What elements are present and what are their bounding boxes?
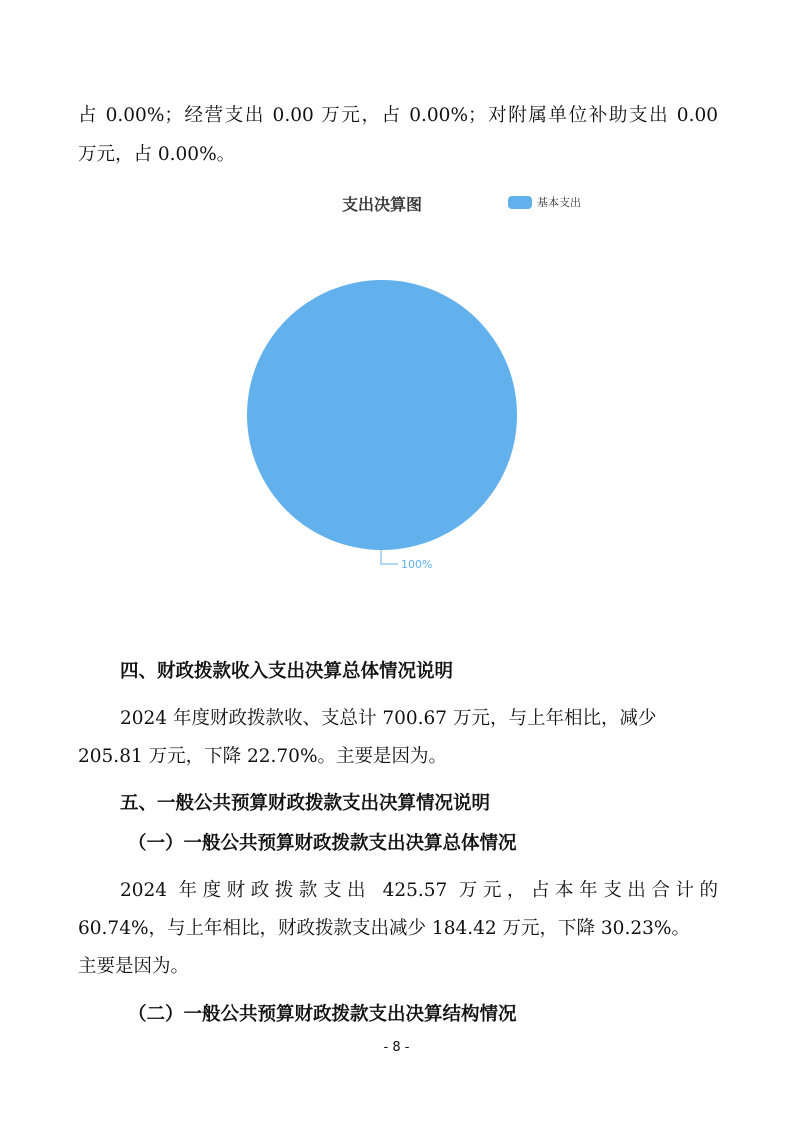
section-heading: 四、财政拨款收入支出决算总体情况说明: [120, 661, 454, 682]
paragraph-line: 主要是因为。: [78, 956, 190, 977]
page-number: - 8 -: [383, 1040, 410, 1055]
pie-slice-基本支出: [247, 280, 517, 550]
legend-label: 基本支出: [537, 196, 581, 209]
pie-slices: [247, 280, 517, 550]
paragraph-line: 占 0.00%；经营支出 0.00 万元，占 0.00%；对附属单位补助支出 0.00: [78, 105, 718, 126]
subsection-heading: （一）一般公共预算财政拨款支出决算总体情况: [128, 833, 517, 854]
legend-swatch: [508, 196, 532, 209]
expenditure-pie-chart: [0, 180, 793, 600]
paragraph-line: 2024 年度财政拨款支出 425.57 万元，占本年支出合计的: [120, 880, 718, 901]
chart-title: 支出决算图: [341, 195, 423, 214]
subsection-heading: （二）一般公共预算财政拨款支出决算结构情况: [128, 1004, 517, 1025]
label-leader-line: [381, 550, 398, 564]
paragraph-line: 60.74%，与上年相比，财政拨款支出减少 184.42 万元，下降 30.23%。: [78, 918, 690, 939]
paragraph-line: 万元，占 0.00%。: [78, 144, 236, 165]
slice-percent-label: 100%: [401, 558, 433, 571]
section-heading: 五、一般公共预算财政拨款支出决算情况说明: [120, 793, 491, 814]
paragraph-line: 2024 年度财政拨款收、支总计 700.67 万元，与上年相比，减少: [120, 708, 657, 729]
paragraph-line: 205.81 万元，下降 22.70%。主要是因为。: [78, 746, 448, 767]
